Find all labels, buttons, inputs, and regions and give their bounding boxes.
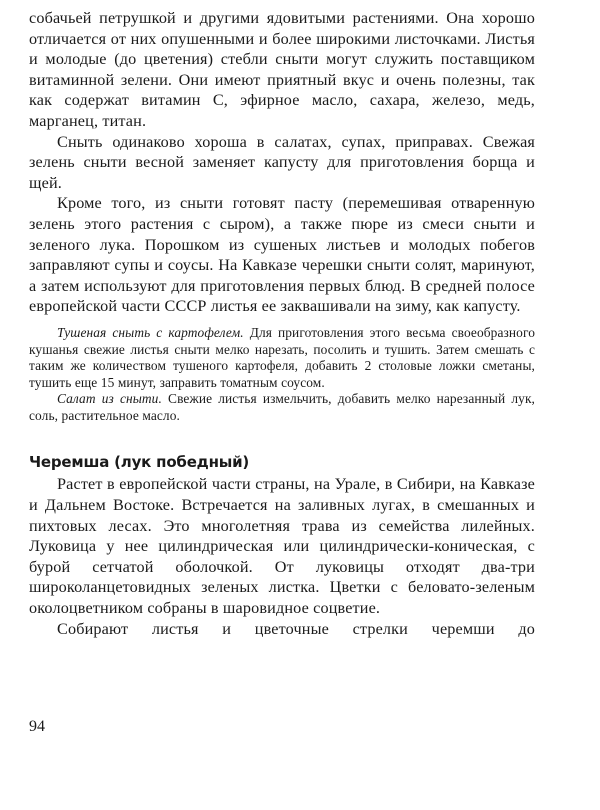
recipe-snyt-salad: [29, 391, 535, 424]
continuation-text: собачьей петрушкой и другими ядовитыми растениями. Она хорошо отличается от них опушенными и более широкими листочками. Листья и молодые (до цветения) стебли сныти могут служить поставщиком витаминной зелени. Они имеют приятный вкус и очень полезны, так как содержат витамин С, эфирное масло, сахара, железо, медь, марганец, титан.: [29, 9, 535, 130]
paragraph-cheremsha-harvest: Собирают листья и цветочные стрелки черемши до: [57, 619, 535, 638]
recipe-text: Для приготовления этого весьма своеобразного кушанья свежие листья сныти мелко нарезать, посолить и тушить. Затем смешать с таким же количеством тушеного картофеля, добавить 2 столовые ложки сметаны, тушить еще 15 минут, заправить томатным соусом.: [29, 324, 536, 390]
section-body: [29, 474, 535, 639]
paragraph-cheremsha-description: Растет в европейской части страны, на Урале, в Сибири, на Кавказе и Дальнем Востоке. Встречается на заливных лугах, в смешанных и пихтовых лесах. Это многолетняя трава из семейства лилейных. Луковица у нее цилиндрическая или цилиндрически-коническая, с бурой сетчатой оболочкой. От луковицы отходят два-три широколанцетовидных зеленых листка. Цветки с беловато-зеленым околоцветником собраны в шаровидное соцветие.: [29, 475, 535, 618]
page-number: 94: [29, 718, 45, 735]
paragraph-snyt-uses: Сныть одинаково хороша в салатах, супах, приправах. Свежая зелень сныти весной заменяет капусту для приготовления борща и щей.: [29, 132, 535, 192]
section-heading: Черемша (лук победный): [29, 453, 250, 472]
recipe-title: Салат из сныти.: [57, 391, 162, 407]
recipe-text: Свежие листья измельчить, добавить мелко нарезанный лук, соль, растительное масло.: [29, 391, 536, 423]
paragraph-snyt-paste: Кроме того, из сныти готовят пасту (перемешивая отваренную зелень этого растения с сыром), а также пюре из смеси сныти и зеленого лука. Порошком из сушеных листьев и молодых побегов заправляют супы и соусы. На Кавказе черешки сныти солят, маринуют, а затем используют для приготовления первых блюд. В средней полосе европейской части СССР листья ее заквашивали на зиму, как капусту.: [29, 194, 535, 316]
recipe-title: Тушеная сныть с картофелем.: [57, 324, 244, 340]
recipe-stewed-snyt: [29, 325, 535, 391]
recipes-block: [29, 325, 535, 425]
book-page: [29, 8, 535, 639]
continuation-paragraph: [29, 8, 535, 317]
